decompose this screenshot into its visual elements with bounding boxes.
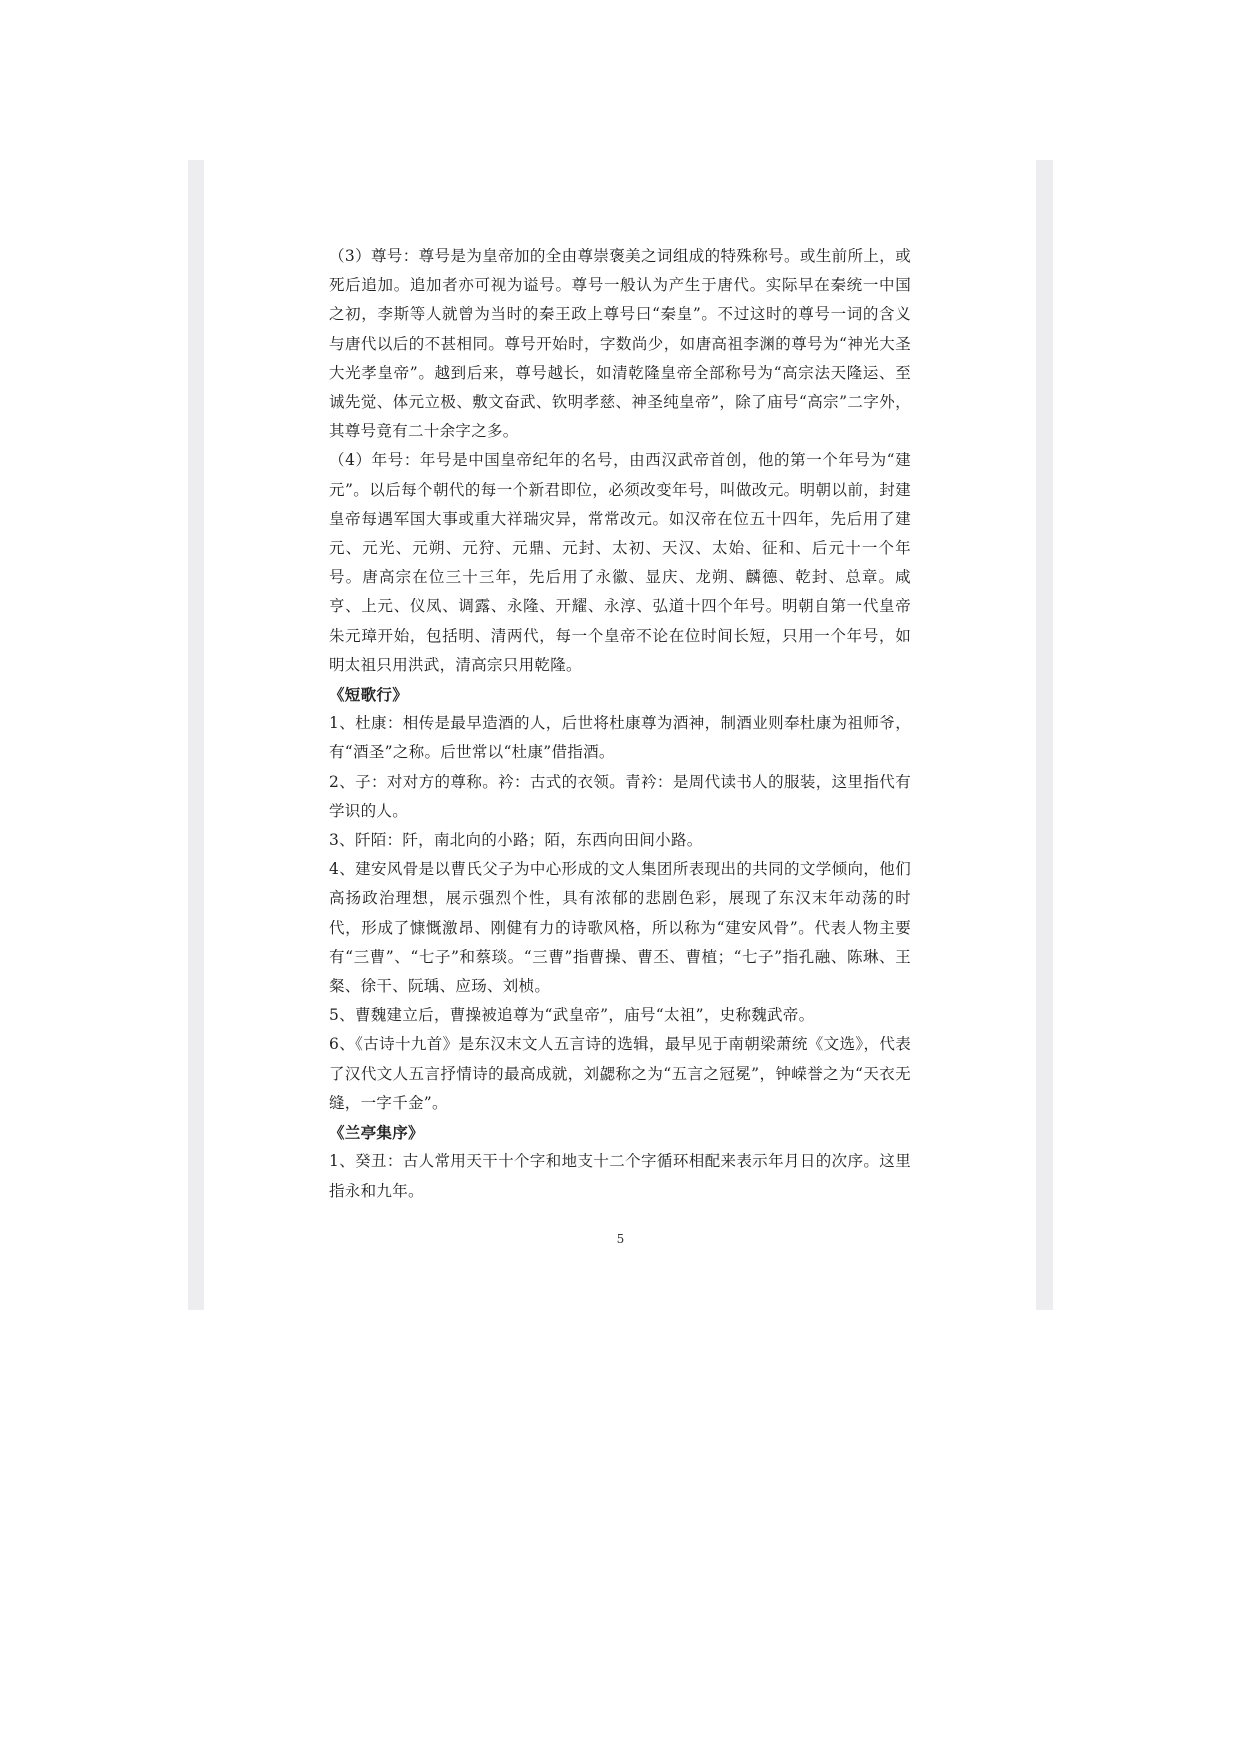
section-heading-duangexing: 《短歌行》 (329, 685, 409, 705)
paragraph-zunhao: （3）尊号：尊号是为皇帝加的全由尊崇褒美之词组成的特殊称号。或生前所上，或死后追加。追加者亦可视为谥号。尊号一般认为产生于唐代。实际早在秦统一中国之初，李斯等人就曾为当时的秦王政上尊号曰“秦皇”。不过这时的尊号一词的含义与唐代以后的不甚相同。尊号开始时，字数尚少，如唐高祖李渊的尊号为“神光大圣大光孝皇帝”。越到后来，尊号越长，如清乾隆皇帝全部称号为“高宗法天隆运、至诚先觉、体元立极、敷文奋武、钦明孝慈、神圣纯皇帝”，除了庙号“高宗”二字外，其尊号竟有二十余字之多。 (329, 247, 911, 441)
note-zi-jin: 2、子：对对方的尊称。衿：古式的衣领。青衿：是周代读书人的服装，这里指代有学识的人。 (329, 772, 911, 820)
note-gushi-shijiushou: 6、《古诗十九首》是东汉末文人五言诗的选辑，最早见于南朝梁萧统《文选》，代表了汉代文人五言抒情诗的最高成就，刘勰称之为“五言之冠冕”，钟嵘誉之为“天衣无缝，一字千金”。 (329, 1035, 911, 1112)
note-qianmo: 3、阡陌：阡，南北向的小路；陌，东西向田间小路。 (329, 831, 703, 850)
page-number: 5 (616, 1232, 625, 1246)
note-dukang: 1、杜康：相传是最早造酒的人，后世将杜康尊为酒神，制酒业则奉杜康为祖师爷，有“酒圣”之称。后世常以“杜康”借指酒。 (329, 714, 911, 762)
note-jianan-fenggu: 4、建安风骨是以曹氏父子为中心形成的文人集团所表现出的共同的文学倾向，他们高扬政治理想，展示强烈个性，具有浓郁的悲剧色彩，展现了东汉末年动荡的时代，形成了慷慨激昂、刚健有力的诗歌风格，所以称为“建安风骨”。代表人物主要有“三曹”、“七子”和蔡琰。“三曹”指曹操、曹丕、曹植；“七子”指孔融、陈琳、王粲、徐干、阮瑀、应玚、刘桢。 (329, 860, 911, 996)
paragraph-nianhao: （4）年号：年号是中国皇帝纪年的名号，由西汉武帝首创，他的第一个年号为“建元”。以后每个朝代的每一个新君即位，必须改变年号，叫做改元。明朝以前，封建皇帝每遇军国大事或重大祥瑞灾异，常常改元。如汉帝在位五十四年，先后用了建元、元光、元朔、元狩、元鼎、元封、太初、天汉、太始、征和、后元十一个年号。唐高宗在位三十三年，先后用了永徽、显庆、龙朔、麟德、乾封、总章。咸亨、上元、仪凤、调露、永隆、开耀、永淳、弘道十四个年号。明朝自第一代皇帝朱元璋开始，包括明、清两代，每一个皇帝不论在位时间长短，只用一个年号，如明太祖只用洪武，清高宗只用乾隆。 (329, 451, 911, 674)
note-caowei: 5、曹魏建立后，曹操被追尊为“武皇帝”，庙号“太祖”，史称魏武帝。 (329, 1006, 815, 1025)
page-text (329, 242, 911, 1206)
section-heading-lantingjixu: 《兰亭集序》 (329, 1123, 424, 1143)
note-guichou: 1、癸丑：古人常用天干十个字和地支十二个字循环相配来表示年月日的次序。这里指永和九年。 (329, 1152, 911, 1200)
